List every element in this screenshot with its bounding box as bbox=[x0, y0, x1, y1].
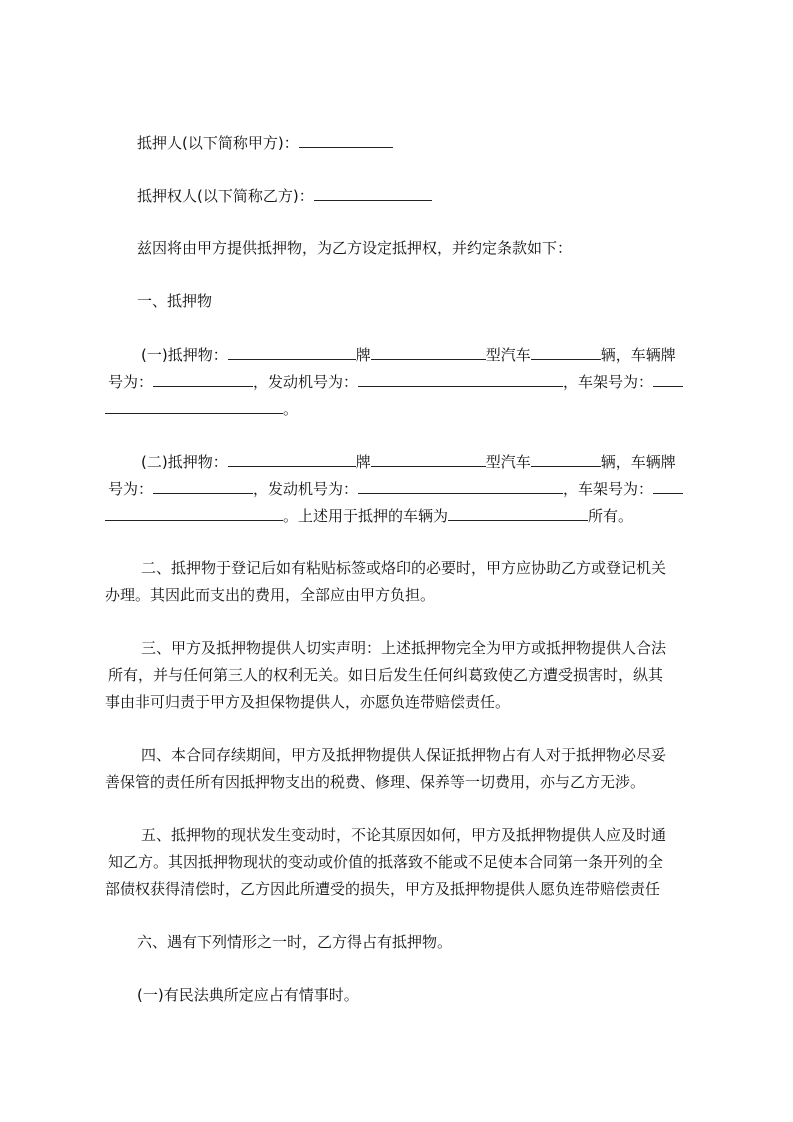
item-2-qty-label: 辆，车辆牌 bbox=[600, 453, 676, 471]
clause-5-line-3: 部债权获得清偿时，乙方因此所遭受的损失，甲方及抵押物提供人愿负连带赔偿责任 bbox=[105, 880, 661, 898]
party-b-label: 抵押权人(以下简称乙方)： bbox=[137, 187, 314, 205]
clause-3-line-3: 事由非可归责于甲方及担保物提供人，亦愿负连带赔偿责任。 bbox=[105, 693, 511, 711]
item-1-brand-blank[interactable] bbox=[228, 345, 356, 360]
item-2-qty-blank[interactable] bbox=[531, 452, 601, 467]
item-2-owner-blank[interactable] bbox=[448, 506, 588, 521]
item-2-owner-suffix: 所有。 bbox=[588, 507, 634, 525]
item-2-frame-blank-a[interactable] bbox=[653, 479, 683, 494]
item-2-model-blank[interactable] bbox=[371, 452, 486, 467]
item-2-line-1 bbox=[141, 452, 676, 471]
item-2-model-label: 型汽车 bbox=[485, 453, 531, 471]
clause-4-line-1: 四、本合同存续期间，甲方及抵押物提供人保证抵押物占有人对于抵押物必尽妥 bbox=[141, 746, 667, 764]
item-1-qty-blank[interactable] bbox=[531, 345, 601, 360]
item-1-plate-blank[interactable] bbox=[153, 372, 253, 387]
item-1-engine-label: ，发动机号为： bbox=[253, 373, 359, 391]
clause-6-title: 六、遇有下列情形之一时，乙方得占有抵押物。 bbox=[137, 933, 453, 951]
item-1-line-3 bbox=[105, 399, 298, 418]
item-2-line-2 bbox=[108, 479, 683, 498]
item-1-brand-label: 牌 bbox=[355, 346, 371, 364]
clause-3-line-2: 所有，并与任何第三人的权利无关。如日后发生任何纠葛致使乙方遭受损害时，纵其 bbox=[108, 666, 664, 684]
party-b-blank[interactable] bbox=[314, 186, 432, 201]
item-2-frame-label: ，车架号为： bbox=[563, 480, 654, 498]
intro-text: 兹因将由甲方提供抵押物，为乙方设定抵押权，并约定条款如下： bbox=[137, 239, 573, 257]
clause-2-line-1: 二、抵押物于登记后如有粘贴标签或烙印的必要时，甲方应协助乙方或登记机关 bbox=[141, 559, 667, 577]
item-1-qty-label: 辆，车辆牌 bbox=[600, 346, 676, 364]
item-2-brand-label: 牌 bbox=[355, 453, 371, 471]
clause-3-line-1: 三、甲方及抵押物提供人切实声明：上述抵押物完全为甲方或抵押物提供人合法 bbox=[141, 639, 667, 657]
clause-5-line-1: 五、抵押物的现状发生变动时，不论其原因如何，甲方及抵押物提供人应及时通 bbox=[141, 826, 667, 844]
item-1-end: 。 bbox=[283, 400, 299, 418]
item-1-frame-blank-a[interactable] bbox=[653, 372, 683, 387]
party-a-label: 抵押人(以下简称甲方)： bbox=[137, 134, 299, 152]
section-1-title: 一、抵押物 bbox=[137, 292, 213, 310]
clause-6-item-1: (一)有民法典所定应占有情事时。 bbox=[137, 986, 359, 1004]
item-1-engine-blank[interactable] bbox=[358, 372, 563, 387]
item-2-plate-blank[interactable] bbox=[153, 479, 253, 494]
clause-4-line-2: 善保管的责任所有因抵押物支出的税费、修理、保养等一切费用，亦与乙方无涉。 bbox=[105, 773, 646, 791]
clause-5-line-2: 知乙方。其因抵押物现状的变动或价值的抵落致不能或不足使本合同第一条开列的全 bbox=[108, 853, 664, 871]
party-b-line bbox=[137, 186, 432, 205]
item-1-label: (一)抵押物： bbox=[141, 346, 228, 364]
item-1-line-2 bbox=[108, 372, 683, 391]
item-1-line-1 bbox=[141, 345, 676, 364]
item-2-frame-blank-b[interactable] bbox=[105, 506, 283, 521]
item-2-brand-blank[interactable] bbox=[228, 452, 356, 467]
item-2-engine-label: ，发动机号为： bbox=[253, 480, 359, 498]
item-1-model-label: 型汽车 bbox=[485, 346, 531, 364]
item-1-frame-blank-b[interactable] bbox=[105, 399, 283, 414]
party-a-line bbox=[137, 133, 393, 152]
item-2-plate-label: 号为： bbox=[108, 480, 154, 498]
clause-2-line-2: 办理。其因此而支出的费用，全部应由甲方负担。 bbox=[105, 586, 436, 604]
item-2-owner-prefix: 。上述用于抵押的车辆为 bbox=[283, 507, 449, 525]
item-1-model-blank[interactable] bbox=[371, 345, 486, 360]
party-a-blank[interactable] bbox=[299, 133, 393, 148]
item-1-frame-label: ，车架号为： bbox=[563, 373, 654, 391]
item-2-engine-blank[interactable] bbox=[358, 479, 563, 494]
item-2-label: (二)抵押物： bbox=[141, 453, 228, 471]
item-1-plate-label: 号为： bbox=[108, 373, 154, 391]
item-2-line-3 bbox=[105, 506, 633, 525]
